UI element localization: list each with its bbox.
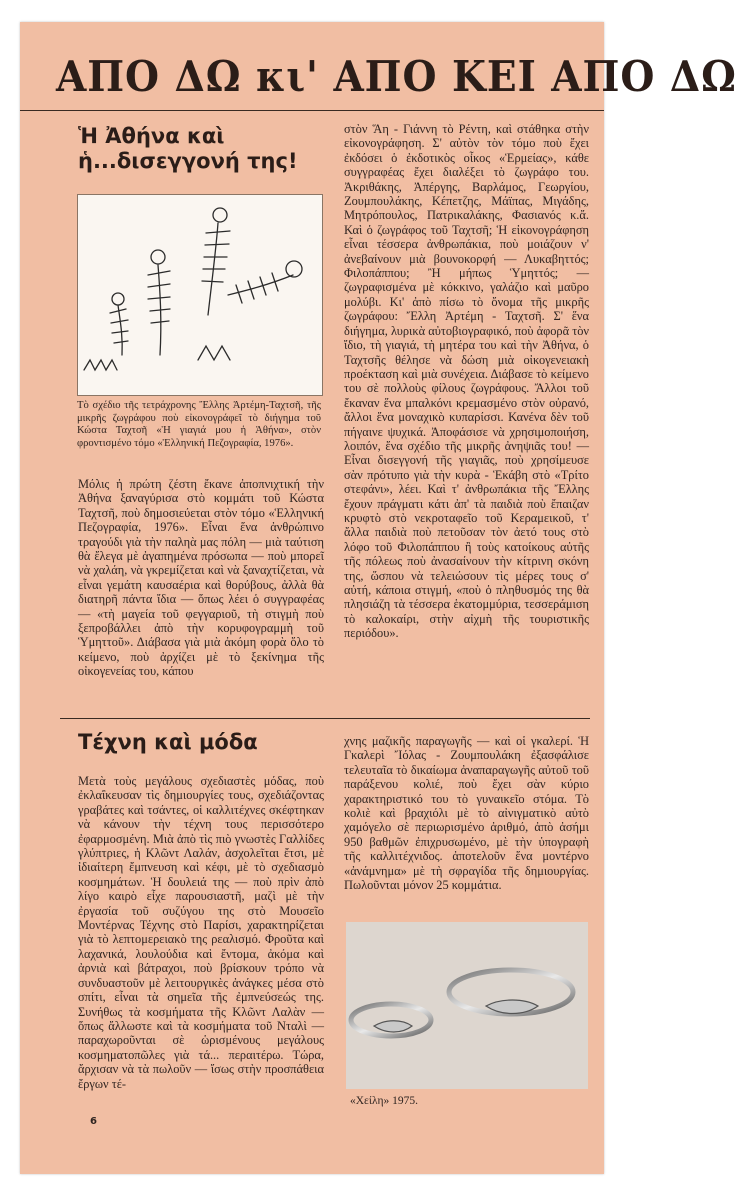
article2-left-text: Μετὰ τοὺς μεγάλους σχεδιαστὲς μόδας, ποὺ ἐκλαΐκευσαν τὶς δημιουργίες τους, σχεδιάζοντας γραβάτες καὶ τσάντες, οἱ καλλιτέχνες σκέφτηκαν νὰ κάνουν τὴν τέχνη τους περισσότερο ἐφαρμοσμένη. Μιὰ ἀπὸ τὶς πιὸ γνωστὲς Γαλλίδες γλύπτριες, ἡ Κλῶντ Λαλάν, ἀσχολεῖται ἔτσι, μὲ ἰδιαίτερη ἔμπνευση καὶ κέφι, μὲ τὸ σχεδιασμὸ κοσμημάτων. Ἡ δουλειά της — ποὺ πρὶν ἀπὸ λίγο καιρὸ εἶχε παρουσιαστῆ, μαζὶ μὲ τὴν ἐργασία τοῦ συζύγου της στὸ Μουσεῖο Μοντέρνας Τέχνης στὸ Παρίσι, χαρακτηρίζεται γιὰ τὸ λεπτομερειακὸ της ρεαλισμό. Φροῦτα καὶ λαχανικά, λουλούδια καὶ ἔντομα, ἀκόμα καὶ ἀρνιὰ καὶ βάτραχοι, ποὺ βρίσκουν τρόπο νὰ συνδυαστοῦν μὲ λειτουργικὲς ἀνάγκες μέσα στὸ σπίτι, εἶναι τὰ σημεῖα τῆς ἐμπνεύσεώς της. Συνήθως τὰ κοσμήματα τῆς Κλῶντ Λαλὰν — ὅπως ἄλλωστε καὶ τὰ κοσμήματα τοῦ Νταλὶ — παραχωροῦνται σὲ ὡρισμένους μεγάλους κοσμηματοπῶλες γιὰ τά... περαιτέρω. Τώρα, ἄρχισαν νὰ τὰ πωλοῦν — ἴσως στὴν προσπάθεια ἔργων τέ- [78,774,324,1091]
article2-headline: Τέχνη καὶ μόδα [78,730,258,754]
article1-headline: Ἡ Ἀθήνα καὶ ἡ...δισεγγονή της! [78,124,298,173]
article1-left-text: Μόλις ἡ πρώτη ζέστη ἔκανε ἀποπνιχτική τὴν Ἀθήνα ξαναγύρισα στὸ κομμάτι τοῦ Κώστα Ταχτσῆ, ποὺ δημοσιεύεται στὸν τόμο «Ἑλληνική Πεζογραφία, 1976». Εἶναι ἕνα ἀνθρώπινο τραγούδι γιὰ τὴν παληὰ μας πόλη — μιὰ ταύτιση θὰ ἔλεγα μὲ ἀγαπημένα πρόσωπα — ποὺ μπορεῖ νὰ χαλάη, νὰ γκρεμίζεται καὶ νὰ ξαναχτίζεται, νὰ εἶναι γεμάτη καυσαέρια καὶ θορύβους, ἀλλὰ θὰ διατηρῆ πάντα ἴδια — ὅπως λέει ὁ συγγραφέας — «τὴ μαγεία τοῦ φεγγαριοῦ, τὴ στιγμὴ ποὺ ξεπροβάλλει ἀπὸ τὴν κορυφογραμμὴ τοῦ Ὑμηττοῦ». Διάβασα γιὰ μιὰ ἀκόμη φορὰ ὅλο τὸ κείμενο, ποὺ ἀρχίζει μὲ τὸ ξεκίνημα τῆς οἰκογενείας του, κάπου [78,477,324,679]
necklace-bracelet-icon [346,922,588,1089]
jewelry-photo [346,922,588,1089]
article1-headline-block [78,124,323,174]
article1-left-column [78,477,324,679]
article2-headline-block [78,730,323,755]
article1-right-column [344,122,589,641]
article2-left-column [78,774,324,1091]
article2-right-text: χνης μαζικῆς παραγωγῆς — καὶ οἱ γκαλερί. Ἡ Γκαλερὶ Ἴόλας - Ζουμπουλάκη ἐξασφάλισε τελευταῖα τὸ δικαίωμα ἀναπαραγωγῆς αὐτοῦ τοῦ παράξενου κολιέ, ποὺ ἔχει σὰν κύριο χαρακτηριστικό του τὸ γυναικεῖο στόμα. Τὸ κολιὲ καὶ βραχιόλι μὲ τὸ αἰνιγματικὸ αὐτὸ χαμόγελο σὲ περιωρισμένο ἀριθμό, ἀπὸ ἀσήμι 950 βαθμῶν ἐπιχρυσωμένο, μὲ τὴν ὑπογραφὴ τῆς καλλιτέχνιδος. ἀποτελοῦν ἕνα μοντέρνο «ἀνάμνημα» μὲ τὴ σφραγίδα τῆς δημιουργίας. Πωλοῦνται μόνον 25 κομμάτια. [344,734,589,893]
newspaper-clipping [20,22,737,1174]
article1-right-text: στὸν Ἅη - Γιάννη τὸ Ρέντη, καὶ στάθηκα στὴν εἰκονογράφηση. Σ' αὐτὸν τὸν τόμο ποὺ ἔχει ἐκδόσει ὁ ἐκδοτικὸς οἶκος «Ἑρμείας», κάθε συγγραφέας ἔχει διαλέξει τὸ ζωγράφο του. Ἀκριθάκης, Ἀπέργης, Βαρλάμος, Γεωργίου, Ζουμπουλάκης, Κέπετζης, Μάϊπας, Μιγάδης, Μητρόπουλος, Πατρικαλάκης, Φασιανός κ.ἄ. Καὶ ὁ ζωγράφος τοῦ Ταχτσῆ; Ἡ εἰκονογράφηση εἶναι τέσσερα ἀνθρωπάκια, ποὺ μοιάζουν ν' ἀνεβαίνουν μιὰ βουνοκορφή — Λυκαβηττός; Φιλοπάππου; Ἢ μήπως Ὑμηττός; — ζωγραφισμένα μὲ κόκκινο, γαλάζιο καὶ μαῦρο μολύβι. Κι' ἀπὸ πίσω τὸ ὄνομα τῆς μικρῆς ζωγράφου: Ἔλλη Ἀρτέμη - Ταχτσῆ. Σ' ἕνα διήγημα, λυρικὰ αὐτοβιογραφικό, ποὺ ἀφορᾶ τὸν ἴδιο, τὴ γιαγιά, τὴ μητέρα του καὶ τὴν Ἀθήνα, ὁ Ταχτσῆς θέλησε νὰ δώση μιὰ οἰκογενειακὴ προέκταση καὶ μιὰ συνέχεια. Διάβασε τὸ κείμενο του σὲ πολλοὺς φίλους ζωγράφους. Ἄλλοι τοῦ ἔκαναν ἕνα μπαλκόνι κρεμασμένο στὸν οὐρανό, ἄλλοι ἕνα μοναχικὸ κυπαρίσσι. Κανένα δὲν τοῦ πήγαινε ψυχικά. Ἀποφάσισε νὰ χρησιμοποιήση, λοιπόν, ἕνα σχέδιο τῆς μικρῆς ἀνηψιᾶς του! — Εἶναι δισεγγονή τῆς γιαγιᾶς, ποὺ χρησίμευσε σὰν πρότυπο γιὰ τὴν κυρὰ - Ἑκάβη στὸ «Τρίτο στεφάνι», λέει. Καὶ τ' ἀνθρωπάκια τῆς Ἔλλης ἔχουν πράγματι κάτι ἀπ' τὰ παιδιὰ ποὺ ἔπαιζαν κρυφτὸ στὸ νεκροταφεῖο τοῦ Κεραμεικοῦ, τ' ἄλλα παιδιὰ ποὺ πετοῦσαν τὸν ἀετό τους στὸ λόφο τοῦ Φιλοπάππου ἢ τοὺς κατοίκους αὐτῆς τῆς πόλεως ποὺ ἀνασαίνουν τὴν κίτρινη σκόνη της, ὥσπου νὰ τελειώσουν τὶς μέρες τους σ' αὐτή, κάποια στιγμή, «ποὺ ὁ πληθυσμός της θὰ πλησιάζη τὰ τέσσερα ἑκατομμύρια, τεσσεράμιση τὸ καλοκαίρι, στὴν αἰχμὴ τῆς τουριστικῆς περιόδου». [344,122,589,641]
drawing-caption: Τὸ σχέδιο τῆς τετράχρονης Ἔλλης Ἀρτέμη-Ταχτσῆ, τῆς μικρῆς ζωγράφου ποὺ εἰκονογράφεῖ τὸ διήγημα τοῦ Κώστα Ταχτσῆ «Ἡ γιαγιά μου ἡ Ἀθήνα», στὸν φροντισμένο τόμο «Ἑλληνική Πεζογραφία, 1976». [77,400,321,449]
page-number: 6 [90,1116,97,1127]
photo-caption: «Χείλη» 1975. [350,1095,418,1107]
section-banner [20,50,737,111]
section-divider [60,718,590,719]
drawing-sketch-icon [78,195,322,395]
article2-right-column [344,734,589,892]
child-drawing [77,194,323,396]
banner-title: ΑΠΟ ΔΩ κι' ΑΠΟ ΚΕΙ ΑΠΟ ΔΩ [56,52,737,101]
